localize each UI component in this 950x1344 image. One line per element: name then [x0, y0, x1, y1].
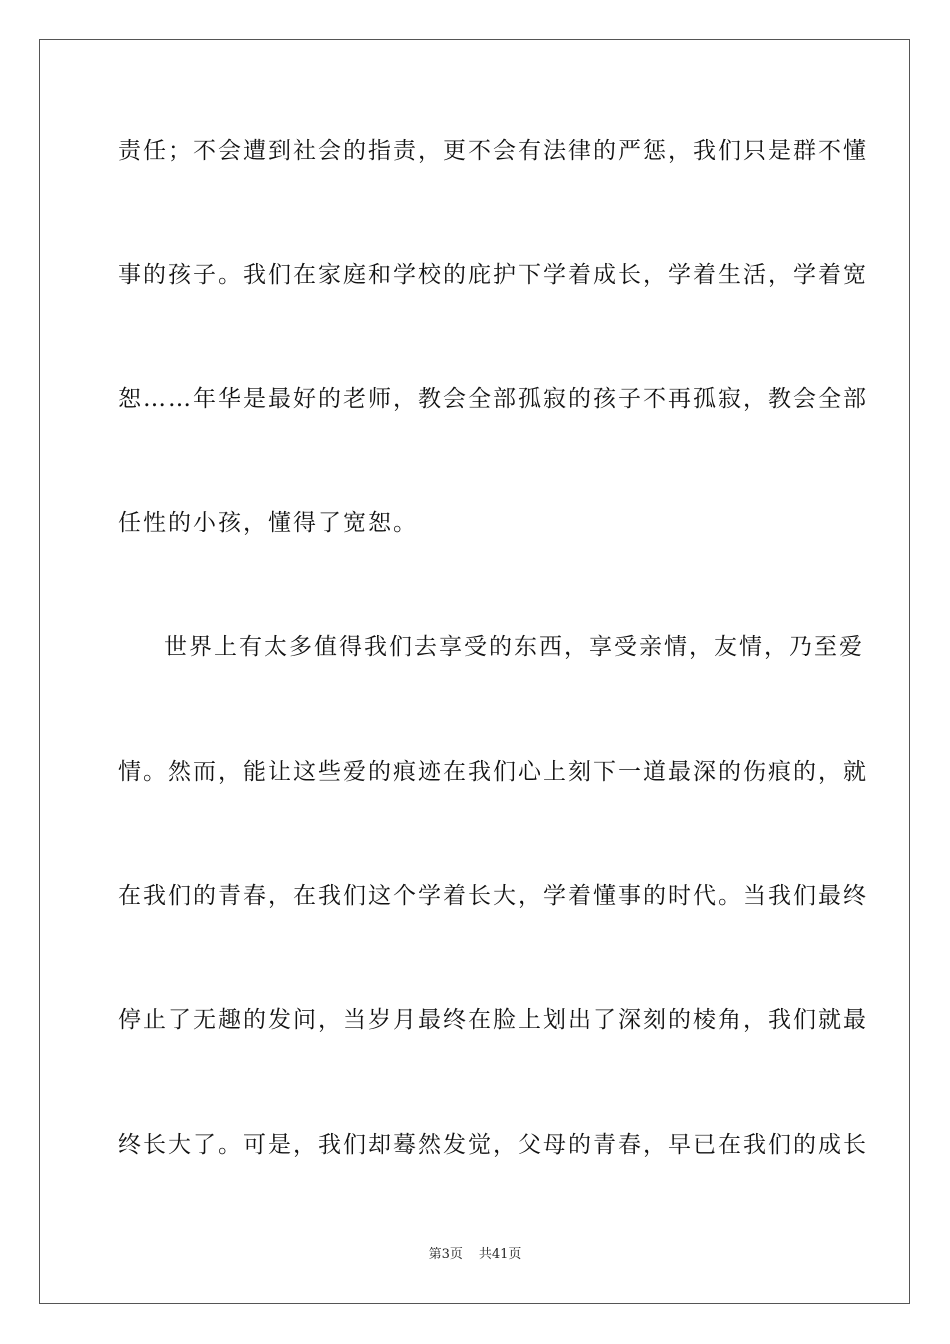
text-line-9: 终长大了。可是，我们却蓦然发觉，父母的青春，早已在我们的成长	[118, 1132, 868, 1158]
text-line-2: 事的孩子。我们在家庭和学校的庇护下学着成长，学着生活，学着宽	[118, 262, 868, 288]
text-line-4: 任性的小孩，懂得了宽恕。	[118, 510, 418, 536]
page-total: 共41页	[478, 1247, 522, 1262]
page-footer	[0, 1246, 950, 1264]
text-line-8: 停止了无趣的发问，当岁月最终在脸上划出了深刻的棱角，我们就最	[118, 1007, 868, 1033]
text-line-6: 情。然而，能让这些爱的痕迹在我们心上刻下一道最深的伤痕的，就	[118, 759, 868, 785]
text-line-3: 恕……年华是最好的老师，教会全部孤寂的孩子不再孤寂，教会全部	[118, 386, 868, 412]
text-line-1: 责任；不会遭到社会的指责，更不会有法律的严惩，我们只是群不懂	[118, 138, 868, 164]
paragraph-2-first-line: 世界上有太多值得我们去享受的东西，享受亲情，友情，乃至爱	[164, 634, 864, 660]
page-border	[39, 39, 910, 1304]
page-number: 第3页	[428, 1247, 463, 1262]
text-line-7: 在我们的青春，在我们这个学着长大，学着懂事的时代。当我们最终	[118, 883, 868, 909]
